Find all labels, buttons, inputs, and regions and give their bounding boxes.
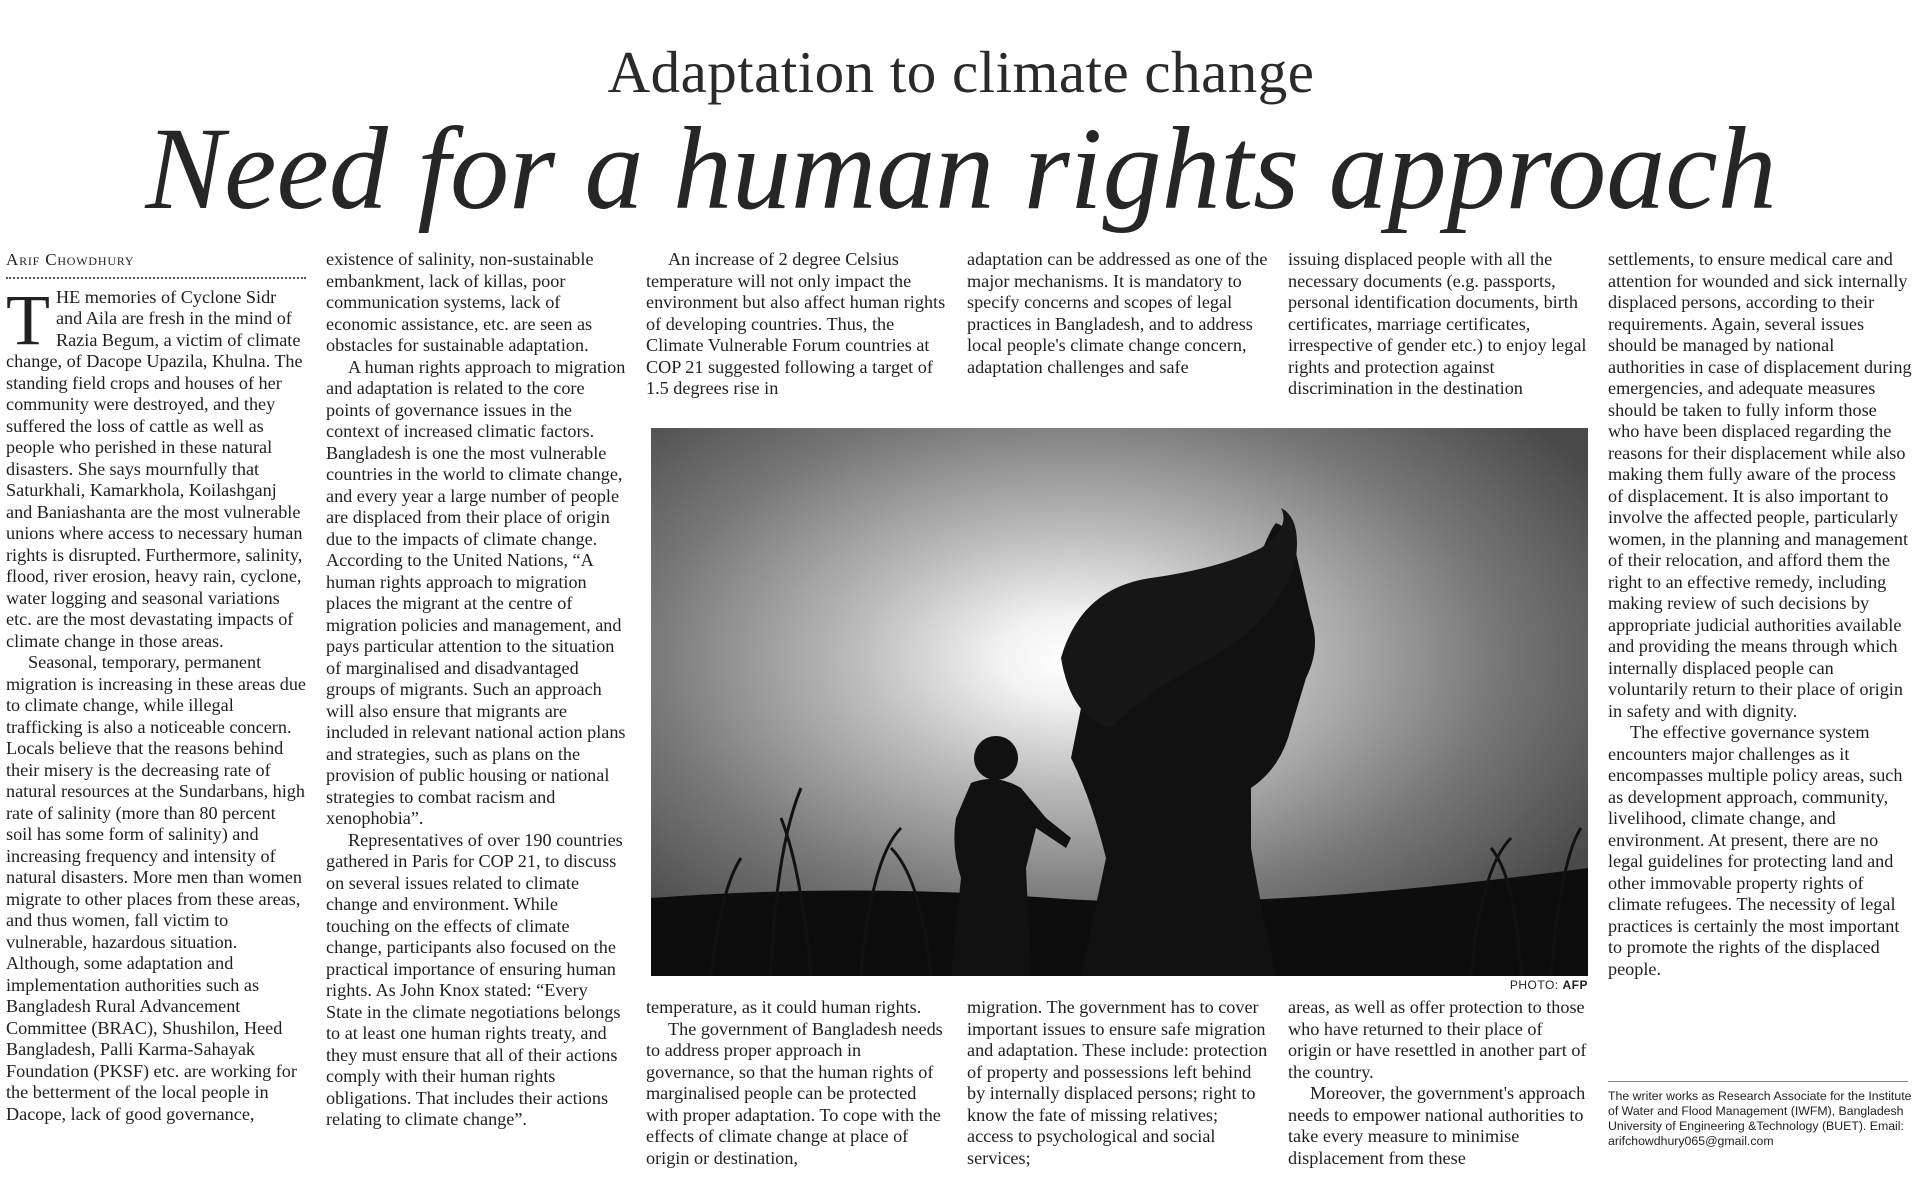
paragraph: areas, as well as offer protection to those who have returned to their place of origin or have resettled in another part of the country.	[1288, 997, 1587, 1082]
headline: Need for a human rights approach	[145, 103, 1777, 234]
photo-image	[651, 428, 1588, 976]
article-column-6	[1608, 249, 1912, 1069]
drop-cap: T	[6, 279, 50, 360]
article-column-1	[6, 249, 306, 1169]
byline: Arif Chowdhury	[6, 249, 306, 279]
photo-credit	[1480, 978, 1588, 992]
paragraph: The effective governance system encounters major challenges as it encompasses multiple policy areas, such as development approach, community, livelihood, climate change, and environment. At present, there are no legal guidelines for protecting land and other immovable property rights of climate refugees. The necessity of legal practices is certainly the most important to promote the rights of the displaced people.	[1608, 722, 1903, 979]
paragraph: A human rights approach to migration and adaptation is related to the core points of governance issues in the context of increased climatic factors. Bangladesh is one the most vulnerable countries in the world to climate change, and every year a large number of people are displaced from their place of origin due to the impacts of climate change. According to the United Nations, “A human rights approach to migration places the migrant at the centre of migration policies and management, and pays particular attention to the situation of marginalised and disadvantaged groups of migrants. Such an approach will also ensure that migrants are included in relevant national action plans and strategies, such as plans on the provision of public housing or national strategies to combat racism and xenophobia”.	[326, 356, 626, 828]
kicker-title: Adaptation to climate change	[607, 39, 1315, 105]
paragraph: existence of salinity, non-sustainable embankment, lack of killas, poor communication systems, lack of economic assistance, etc. are seen as obstacles for sustainable adaptation.	[326, 249, 594, 355]
paragraph: migration. The government has to cover important issues to ensure safe migration and adaptation. These include: protection of property and possessions left behind by internally displaced persons; right to know the fate of missing relatives; access to psychological and social services;	[967, 997, 1268, 1168]
paragraph: Seasonal, temporary, permanent migration is increasing in these areas due to climate change, while illegal trafficking is also a noticeable concern. Locals believe that the reasons behind their misery is the decreasing rate of natural resources at the Sundarbans, high rate of salinity (more than 80 percent soil has some form of salinity) and increasing frequency and intensity of natural disasters. More men than women migrate to other places from these areas, and thus women, fall victim to vulnerable, hazardous situation. Although, some adaptation and implementation authorities such as Bangladesh Rural Advancement Committee (BRAC), Shushilon, Heed Bangladesh, Palli Karma-Sahayak Foundation (PKSF) etc. are working for the betterment of the local people in Dacope, lack of good governance,	[6, 652, 306, 1124]
article-column-5-top	[1288, 249, 1590, 399]
article-column-3-bottom	[646, 997, 948, 1177]
article-column-5-bottom	[1288, 997, 1590, 1177]
paragraph: temperature, as it could human rights.	[646, 997, 922, 1017]
paragraph: The government of Bangladesh needs to address proper approach in governance, so that the human rights of marginalised people can be protected with proper adaptation. To cope with the effects of climate change at place of origin or destination,	[646, 1018, 943, 1168]
article-column-2	[326, 249, 626, 1169]
photo-credit-source: AFP	[1562, 978, 1588, 992]
photo-credit-prefix: PHOTO:	[1509, 978, 1559, 992]
paragraph: settlements, to ensure medical care and attention for wounded and sick internally displaced persons, according to their requirements. Again, several issues should be managed by national authorities in case of displacement during emergencies, and adequate measures should be taken to fully inform those who have been displaced regarding the reasons for their displacement while also making them fully aware of the process of displacement. It is also important to involve the affected people, particularly women, in the planning and management of their relocation, and afford them the right to an effective remedy, including making review of such decisions by appropriate judicial authorities available and providing the means through which internally displaced people can voluntarily return to their place of origin in safety and with dignity.	[1608, 249, 1912, 721]
article-column-4-top	[967, 249, 1269, 399]
paragraph: Representatives of over 190 countries gathered in Paris for COP 21, to discuss on several issues related to climate change and environment. While touching on the effects of climate change, participants also focused on the practical importance of ensuring human rights. As John Knox stated: “Every State in the climate negotiations belongs to at least one human rights treaty, and they must ensure that all of their actions comply with their human rights obligations. That includes their actions relating to climate change”.	[326, 829, 623, 1129]
paragraph: adaptation can be addressed as one of the major mechanisms. It is mandatory to specify concerns and scopes of legal practices in Bangladesh, and to address local people's climate change concern, adaptation challenges and safe	[967, 249, 1268, 377]
paragraph: issuing displaced people with all the necessary documents (e.g. passports, personal identification documents, birth certificates, marriage certificates, irrespective of gender etc.) to enjoy legal rights and protection against discrimination in the destination	[1288, 249, 1587, 398]
paragraph: Moreover, the government's approach needs to empower national authorities to take every measure to minimise displacement from these	[1288, 1083, 1586, 1168]
paragraph: An increase of 2 degree Celsius temperature will not only impact the environment but also affect human rights of developing countries. Thus, the Climate Vulnerable Forum countries at COP 21 suggested following a target of 1.5 degrees rise in	[646, 249, 946, 398]
article-column-3-top	[646, 249, 948, 399]
article-column-4-bottom	[967, 997, 1269, 1177]
silhouette-photo	[651, 428, 1588, 976]
author-bio: The writer works as Research Associate for the Institute of Water and Flood Management (IWFM), Bangladesh University of Engineering &Technology (BUET). Email: arifchowdhury065@gmail.com	[1608, 1089, 1912, 1148]
paragraph: HE memories of Cyclone Sidr and Aila are fresh in the mind of Razia Begum, a victim of climate change, of Dacope Upazila, Khulna. The standing field crops and houses of her community were destroyed, and they suffered the loss of cattle as well as people who perished in these natural disasters. She says mournfully that Saturkhali, Kamarkhola, Koilashganj and Baniashanta are the most vulnerable unions where access to necessary human rights is disrupted. Furthermore, salinity, flood, river erosion, heavy rain, cyclone, water logging and seasonal variations etc. are the most devastating impacts of climate change in those areas.	[6, 286, 303, 651]
bio-divider	[1608, 1081, 1908, 1082]
